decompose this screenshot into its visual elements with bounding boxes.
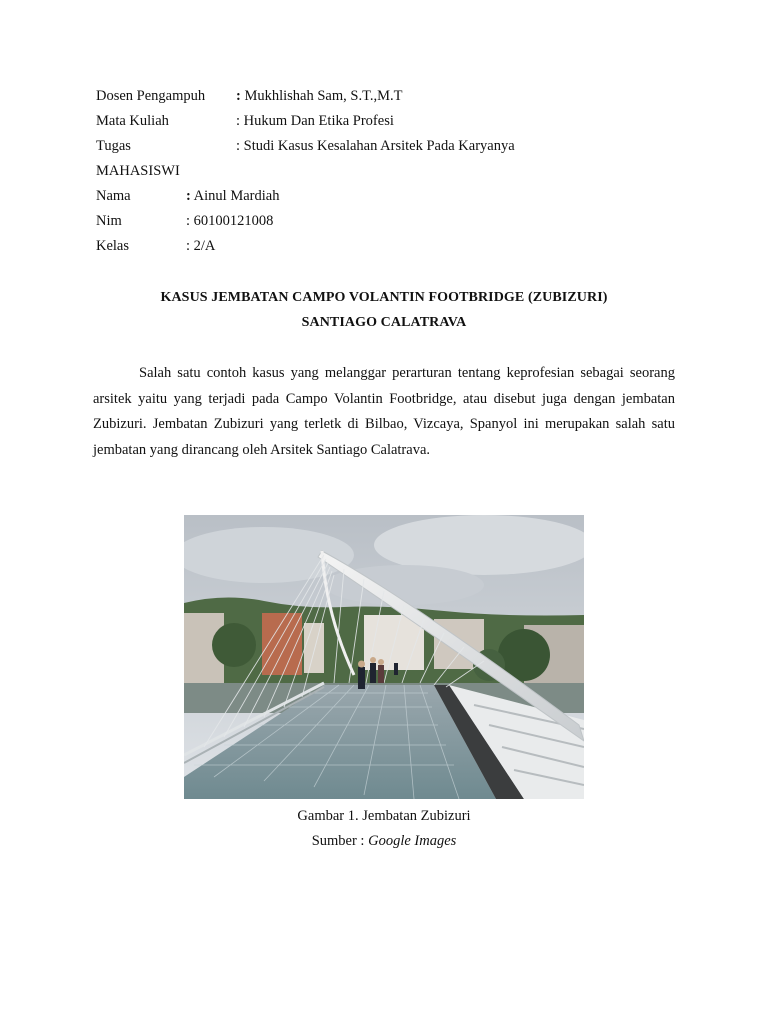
bridge-photo	[184, 515, 584, 799]
body-paragraph	[93, 361, 675, 463]
nama-label: Nama	[96, 188, 131, 204]
dosen-value: Mukhlishah Sam, S.T.,M.T	[244, 88, 403, 104]
document-title-line2: SANTIAGO CALATRAVA	[301, 315, 467, 330]
figure-source-prefix: Sumber :	[311, 833, 369, 849]
mahasiswi-label: MAHASISWI	[96, 163, 180, 179]
body-paragraph-text: Salah satu contoh kasus yang melanggar perarturan tentang keprofesian sebagai seorang arsitek yaitu yang terjadi pada Campo Volantin Footbridge, atau disebut juga dengan jembatan Zubizuri. Jembatan Zubizuri yang terletk di Bilbao, Vizcaya, Spanyol ini merupakan salah satu jembatan yang dirancang oleh Arsitek Santiago Calatrava.	[93, 365, 675, 458]
dosen-label: Dosen Pengampuh	[96, 88, 206, 104]
nama-value: Ainul Mardiah	[193, 188, 280, 204]
figure-caption: Gambar 1. Jembatan Zubizuri	[297, 808, 471, 824]
nim-value: : 60100121008	[186, 213, 274, 229]
matkul-label: Mata Kuliah	[96, 113, 169, 129]
figure-source	[0, 831, 768, 851]
dosen-colon: :	[236, 88, 241, 104]
figure-source-name: Google Images	[368, 833, 457, 849]
nim-label: Nim	[96, 213, 122, 229]
matkul-value: : Hukum Dan Etika Profesi	[236, 113, 394, 129]
document-title-line1: KASUS JEMBATAN CAMPO VOLANTIN FOOTBRIDGE (ZUBIZURI)	[160, 290, 608, 305]
nama-colon: :	[186, 188, 191, 204]
tugas-value: : Studi Kasus Kesalahan Arsitek Pada Karyanya	[236, 138, 515, 154]
tugas-label: Tugas	[96, 138, 131, 154]
kelas-value: : 2/A	[186, 238, 216, 254]
kelas-label: Kelas	[96, 238, 130, 254]
